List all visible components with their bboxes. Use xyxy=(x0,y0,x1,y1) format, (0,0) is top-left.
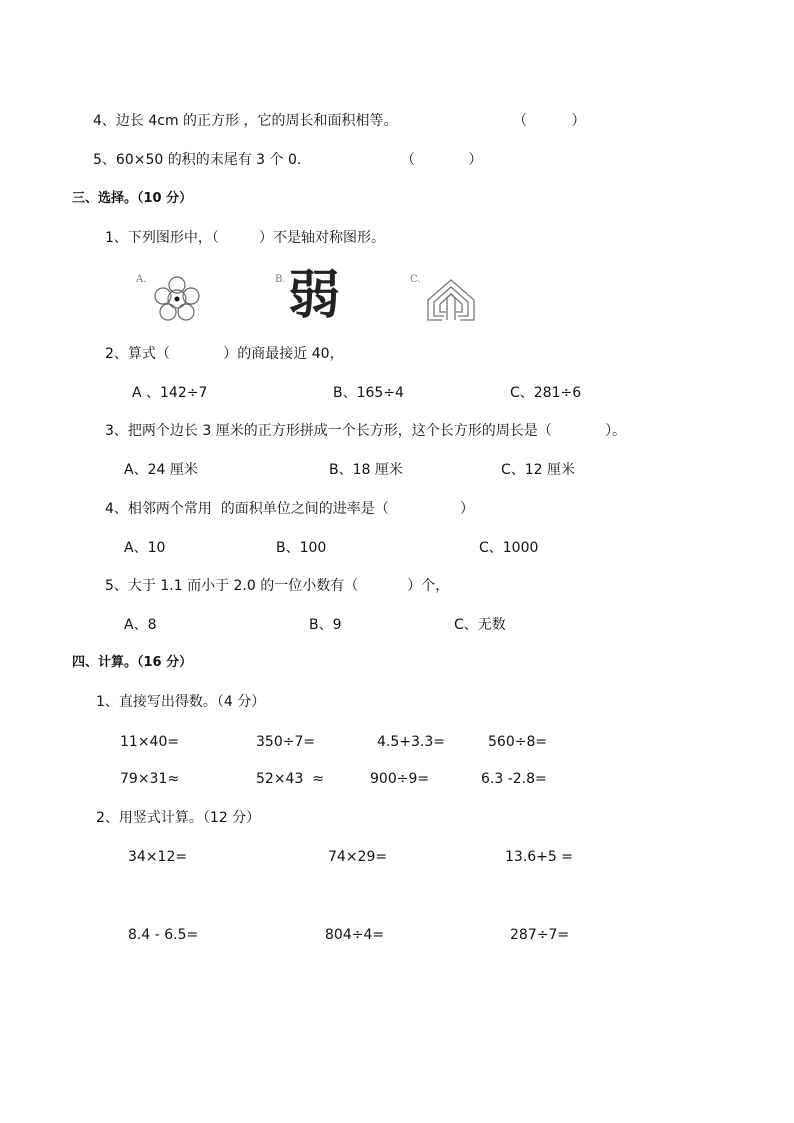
tf-item-4: 4、边长 4cm 的正方形 ，它的周长和面积相等。 xyxy=(93,113,398,129)
oral-calc-6: 52×43 ≈ xyxy=(256,771,324,787)
vertical-calc-4: 8.4 - 6.5= xyxy=(128,927,199,943)
calc-sub1-title: 1、直接写出得数。（4 分） xyxy=(96,694,266,710)
tf-item-5-answer-bracket[interactable]: （ ） xyxy=(401,152,483,168)
oral-calc-8: 6.3 -2.8= xyxy=(481,771,547,787)
q3-option-b: B、18 厘米 xyxy=(329,462,403,478)
q3-option-a: A、24 厘米 xyxy=(124,462,198,478)
q4-option-b: B、100 xyxy=(276,540,327,556)
tf-item-4-answer-bracket[interactable]: （ ） xyxy=(513,113,586,129)
section-4-title: 四、计算。（16 分） xyxy=(72,655,193,670)
section-3-title: 三、选择。（10 分） xyxy=(72,191,193,206)
choice-q4: 4、相邻两个常用 的面积单位之间的进率是（ ） xyxy=(105,501,475,517)
oral-calc-5: 79×31≈ xyxy=(120,771,180,787)
q4-option-a: A、10 xyxy=(124,540,166,556)
q5-option-c: C、无数 xyxy=(454,617,506,633)
oral-calc-4: 560÷8= xyxy=(488,734,548,750)
oral-calc-1: 11×40= xyxy=(120,734,180,750)
calc-sub2-title: 2、用竖式计算。（12 分） xyxy=(96,810,261,826)
vertical-calc-6: 287÷7= xyxy=(510,927,570,943)
q2-option-b: B、165÷4 xyxy=(333,385,404,401)
option-a-label: A. xyxy=(136,274,147,285)
option-b-label: B. xyxy=(275,274,286,285)
oral-calc-3: 4.5+3.3= xyxy=(377,734,445,750)
ruo-character-icon: 弱 xyxy=(288,266,341,326)
q2-option-a: A 、142÷7 xyxy=(132,385,208,401)
choice-q2: 2、算式（ ）的商最接近 40， xyxy=(105,346,344,362)
q5-option-b: B、9 xyxy=(309,617,342,633)
q5-option-a: A、8 xyxy=(124,617,157,633)
flower-circles-icon xyxy=(148,274,206,324)
oral-calc-2: 350÷7= xyxy=(256,734,316,750)
nested-house-icon xyxy=(424,274,478,324)
choice-q5: 5、大于 1.1 而小于 2.0 的一位小数有（ ）个， xyxy=(105,578,450,594)
tf-item-5: 5、60×50 的积的末尾有 3 个 0. xyxy=(93,152,302,168)
vertical-calc-2: 74×29= xyxy=(328,849,388,865)
q4-option-c: C、1000 xyxy=(479,540,539,556)
q2-option-c: C、281÷6 xyxy=(510,385,582,401)
q3-option-c: C、12 厘米 xyxy=(501,462,576,478)
vertical-calc-5: 804÷4= xyxy=(325,927,385,943)
choice-q3: 3、把两个边长 3 厘米的正方形拼成一个长方形，这个长方形的周长是（ ）。 xyxy=(105,423,627,439)
oral-calc-7: 900÷9= xyxy=(370,771,430,787)
choice-q1: 1、下列图形中，（ ）不是轴对称图形。 xyxy=(105,230,385,246)
vertical-calc-3: 13.6+5 = xyxy=(505,849,573,865)
vertical-calc-1: 34×12= xyxy=(128,849,188,865)
option-c-label: C. xyxy=(410,274,421,285)
